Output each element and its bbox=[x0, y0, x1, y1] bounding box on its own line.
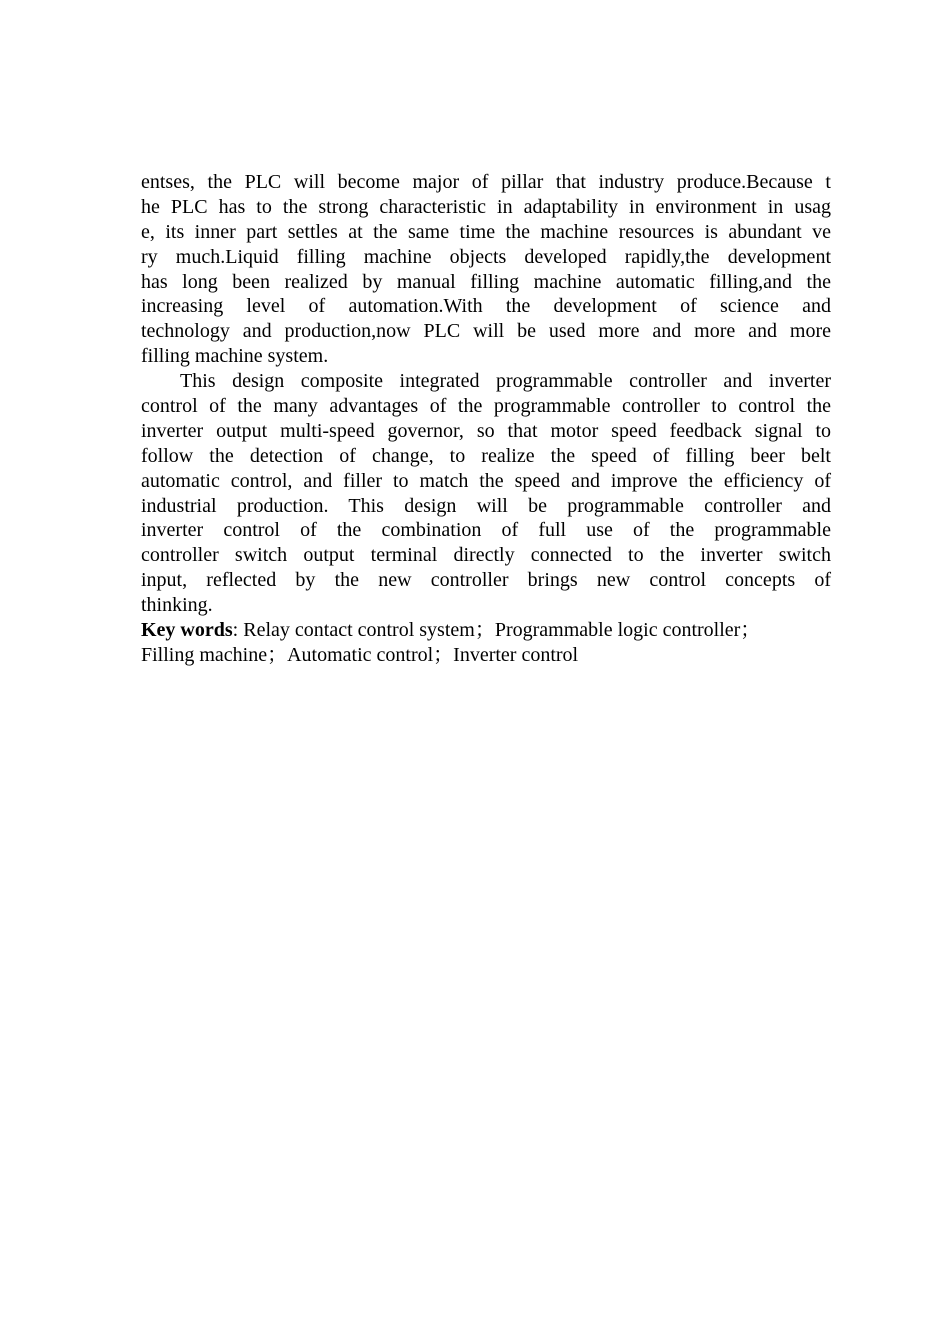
paragraph1-line: ry much.Liquid filling machine objects developed rapidly,the development bbox=[141, 245, 831, 268]
paragraph2-line: controller switch output terminal directly connected to the inverter switch bbox=[141, 544, 831, 567]
paragraph2-line: control of the many advantages of the programmable controller to control the bbox=[141, 395, 831, 418]
paragraph2-line: industrial production. This design will be programmable controller and bbox=[141, 494, 831, 517]
paragraph1-line: increasing level of automation.With the development of science and bbox=[141, 295, 831, 318]
keywords-list-part1: : Relay contact control system；Programmable logic controller； bbox=[232, 619, 761, 642]
paragraph2-line: input, reflected by the new controller brings new control concepts of bbox=[141, 569, 831, 592]
paragraph1-line: has long been realized by manual filling machine automatic filling,and the bbox=[141, 270, 831, 293]
paragraph1-line: he PLC has to the strong characteristic in adaptability in environment in usag bbox=[141, 195, 831, 218]
paragraph1-line: technology and production,now PLC will be used more and more and more bbox=[141, 320, 831, 343]
keywords-list-part2: Filling machine；Automatic control；Inverter control bbox=[141, 643, 579, 666]
paragraph2-line: thinking. bbox=[141, 594, 213, 617]
abstract-text bbox=[141, 170, 831, 668]
paragraph2-line: automatic control, and filler to match the speed and improve the efficiency of bbox=[141, 469, 831, 492]
paragraph2-line: inverter output multi-speed governor, so that motor speed feedback signal to bbox=[141, 419, 831, 442]
paragraph2-line: inverter control of the combination of full use of the programmable bbox=[141, 519, 831, 542]
keywords-label: Key words bbox=[141, 619, 233, 642]
paragraph1-line: entses, the PLC will become major of pillar that industry produce.Because t bbox=[141, 171, 831, 193]
paragraph2-line: This design composite integrated programmable controller and inverter bbox=[180, 370, 831, 393]
keywords-line bbox=[141, 618, 831, 643]
paragraph1-line: filling machine system. bbox=[141, 345, 329, 368]
paragraph2-line: follow the detection of change, to realize the speed of filling beer belt bbox=[141, 444, 831, 467]
paragraph1-line: e, its inner part settles at the same time the machine resources is abundant ve bbox=[141, 220, 831, 243]
